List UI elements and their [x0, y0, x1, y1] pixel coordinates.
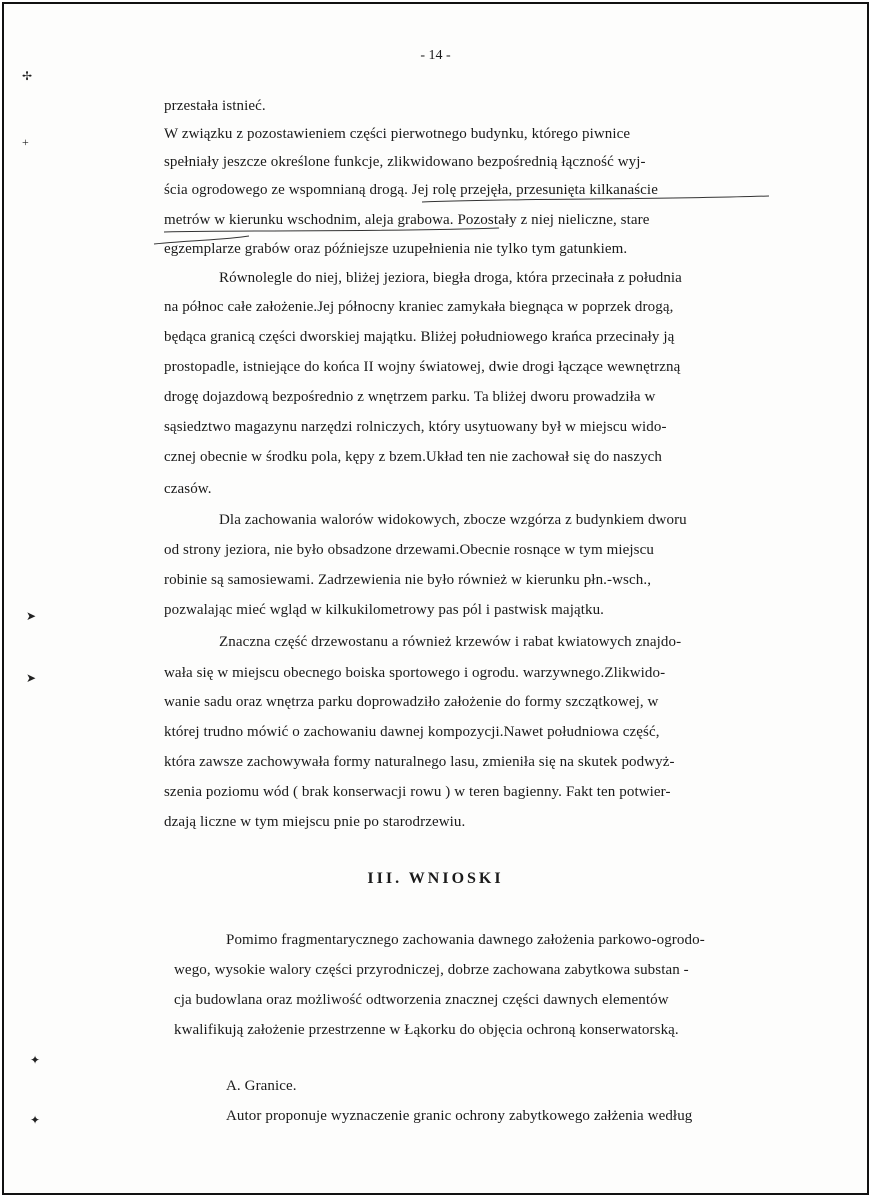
body-line: Dla zachowania walorów widokowych, zbocze wzgórza z budynkiem dworu	[219, 512, 687, 528]
body-line: która zawsze zachowywała formy naturalnego lasu, zmieniła się na skutek podwyż-	[164, 754, 675, 770]
body-line: egzemplarze grabów oraz późniejsze uzupełnienia nie tylko tym gatunkiem.	[164, 241, 628, 257]
subsection-label: A. Granice.	[226, 1078, 297, 1094]
body-line: Autor proponuje wyznaczenie granic ochrony zabytkowego załżenia według	[226, 1108, 693, 1124]
body-line: W związku z pozostawieniem części pierwotnego budynku, którego piwnice	[164, 126, 631, 142]
body-line: Równolegle do niej, bliżej jeziora, biegła droga, która przecinała z południa	[219, 270, 682, 286]
body-line: od strony jeziora, nie było obsadzone drzewami.Obecnie rosnące w tym miejscu	[164, 542, 654, 558]
body-line: będąca granicą części dworskiej majątku. Bliżej południowego krańca przecinały ją	[164, 329, 675, 345]
body-line: metrów w kierunku wschodnim, aleja grabowa. Pozostały z niej nieliczne, stare	[164, 212, 650, 228]
conclusion-line: kwalifikują założenie przestrzenne w Łąkorku do objęcia ochroną konserwatorską.	[174, 1022, 679, 1038]
body-line: której trudno mówić o zachowaniu dawnej kompozycji.Nawet południowa część,	[164, 724, 660, 740]
body-line: Znaczna część drzewostanu a również krzewów i rabat kwiatowych znajdo-	[219, 634, 682, 650]
body-line: cznej obecnie w środku pola, kępy z bzem.Układ ten nie zachował się do naszych	[164, 449, 663, 465]
document-page	[2, 2, 869, 1195]
body-line: wanie sadu oraz wnętrza parku doprowadziło założenie do formy szczątkowej, w	[164, 694, 659, 710]
conclusion-line: Pomimo fragmentarycznego zachowania dawnego założenia parkowo-ogrodo-	[226, 932, 705, 948]
margin-mark-icon: ✢	[22, 69, 33, 83]
page-number: - 14 -	[420, 48, 451, 63]
body-line: ścia ogrodowego ze wspomnianą drogą. Jej rolę przejęła, przesunięta kilkanaście	[164, 182, 658, 198]
body-line: prostopadle, istniejące do końca II wojny światowej, dwie drogi łączące wewnętrzną	[164, 359, 681, 375]
body-line: przestała istnieć.	[164, 98, 266, 114]
margin-mark-icon: ➤	[26, 671, 37, 685]
body-line: pozwalając mieć wgląd w kilkukilometrowy pas pól i pastwisk majątku.	[164, 602, 605, 618]
margin-mark-icon: +	[22, 135, 29, 149]
conclusion-line: cja budowlana oraz możliwość odtworzenia znacznej części dawnych elementów	[174, 992, 669, 1008]
body-line: szenia poziomu wód ( brak konserwacji rowu ) w teren bagienny. Fakt ten potwier-	[164, 784, 671, 800]
body-line: na północ całe założenie.Jej północny kraniec zamykała biegnąca w poprzek drogą,	[164, 299, 674, 315]
body-line: dzają liczne w tym miejscu pnie po starodrzewiu.	[164, 814, 466, 830]
margin-mark-icon: ✦	[30, 1053, 41, 1067]
body-line: wała się w miejscu obecnego boiska sportowego i ogrodu. warzywnego.Zlikwido-	[164, 665, 666, 681]
body-line: drogę dojazdową bezpośrednio z wnętrzem parku. Ta bliżej dworu prowadziła w	[164, 389, 656, 405]
body-line: spełniały jeszcze określone funkcje, zlikwidowano bezpośrednią łączność wyj-	[164, 154, 646, 170]
margin-mark-icon: ✦	[30, 1113, 41, 1127]
section-heading: III. WNIOSKI	[367, 870, 504, 887]
body-line: robinie są samosiewami. Zadrzewienia nie było również w kierunku płn.-wsch.,	[164, 572, 652, 588]
conclusion-line: wego, wysokie walory części przyrodniczej, dobrze zachowana zabytkowa substan -	[174, 962, 689, 978]
margin-mark-icon: ➤	[26, 609, 37, 623]
body-line: sąsiedztwo magazynu narzędzi rolniczych, który usytuowany był w miejscu wido-	[164, 419, 667, 435]
body-line: czasów.	[164, 481, 212, 497]
